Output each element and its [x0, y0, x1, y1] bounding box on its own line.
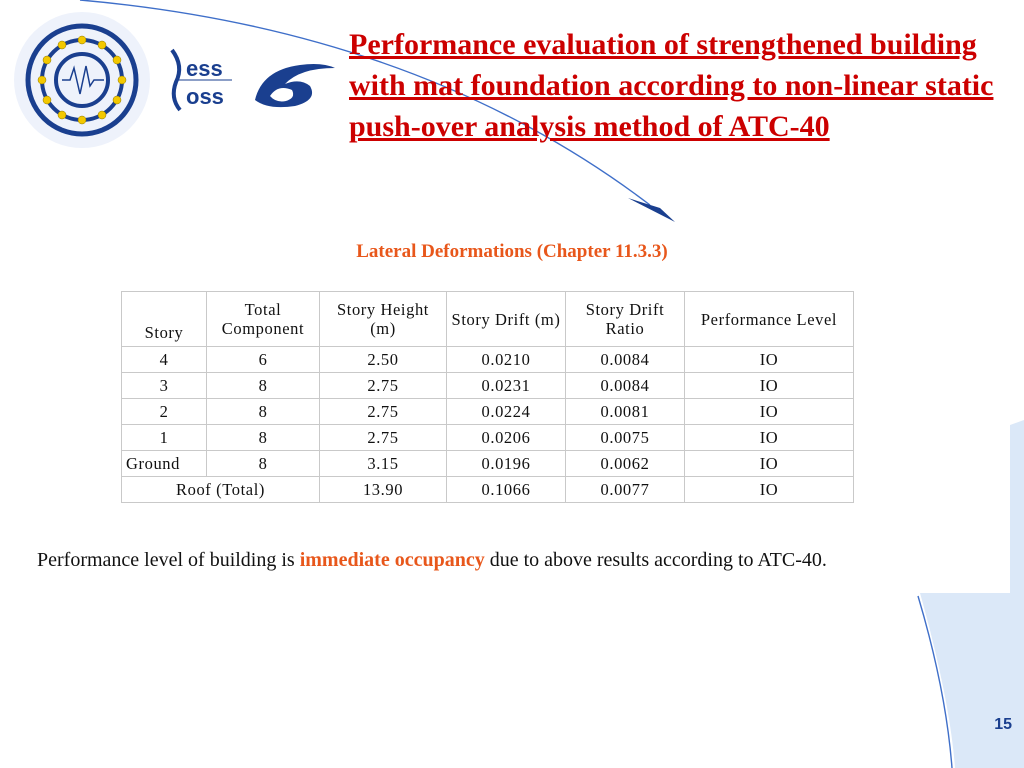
logo-text-ess: ess [186, 56, 223, 81]
cell-story-drift: 0.0196 [447, 451, 566, 477]
cell-total-label: Roof (Total) [122, 477, 320, 503]
table-row [122, 347, 854, 373]
cell-story-drift: 0.0231 [447, 373, 566, 399]
cell-drift-ratio: 0.0062 [566, 451, 685, 477]
table-header-row [122, 292, 854, 347]
arc-arrow-tip [628, 198, 675, 222]
cell-performance-level: IO [685, 477, 854, 503]
table-row [122, 373, 854, 399]
table-row [122, 425, 854, 451]
table-row [122, 399, 854, 425]
logo-text-oss: oss [186, 84, 224, 109]
slide-title: Performance evaluation of strengthened building with mat foundation according to non-linear static push-over analysis method of ATC-40 [349, 28, 994, 143]
table-row [122, 451, 854, 477]
fp6-logo [255, 64, 335, 107]
cell-story-height: 3.15 [320, 451, 447, 477]
cell-story: Ground [122, 451, 207, 477]
table-caption: Lateral Deformations (Chapter 11.3.3) [356, 241, 668, 262]
cell-drift-ratio: 0.0084 [566, 373, 685, 399]
cell-story-drift: 0.0224 [447, 399, 566, 425]
header-story-height: Story Height (m) [320, 292, 447, 347]
header-performance-level: Performance Level [685, 292, 854, 347]
cell-performance-level: IO [685, 425, 854, 451]
cell-total-component: 8 [207, 399, 320, 425]
lateral-deformations-table [121, 291, 854, 503]
header-total-component: Total Component [207, 292, 320, 347]
header-story-drift: Story Drift (m) [447, 292, 566, 347]
cell-drift-ratio: 0.0075 [566, 425, 685, 451]
cell-story-height: 2.50 [320, 347, 447, 373]
cell-total-component: 8 [207, 373, 320, 399]
page-number: 15 [994, 716, 1012, 733]
cell-drift-ratio: 0.0077 [566, 477, 685, 503]
conclusion-before: Performance level of building is [37, 549, 300, 571]
cell-story: 2 [122, 399, 207, 425]
cell-performance-level: IO [685, 451, 854, 477]
cell-total-component: 6 [207, 347, 320, 373]
cell-story-drift: 0.0206 [447, 425, 566, 451]
cell-story: 4 [122, 347, 207, 373]
cell-story-height: 2.75 [320, 373, 447, 399]
cell-story-height: 2.75 [320, 399, 447, 425]
cell-story: 3 [122, 373, 207, 399]
header-story: Story [122, 292, 207, 347]
cell-performance-level: IO [685, 373, 854, 399]
cell-drift-ratio: 0.0084 [566, 347, 685, 373]
cell-story-height: 13.90 [320, 477, 447, 503]
cell-drift-ratio: 0.0081 [566, 399, 685, 425]
cell-story-drift: 0.0210 [447, 347, 566, 373]
conclusion-after: due to above results according to ATC-40. [484, 549, 827, 571]
cell-total-component: 8 [207, 425, 320, 451]
table-total-row [122, 477, 854, 503]
cell-performance-level: IO [685, 399, 854, 425]
cell-story-drift: 0.1066 [447, 477, 566, 503]
conclusion-highlight: immediate occupancy [299, 549, 485, 571]
header-story-drift-ratio: Story Drift Ratio [566, 292, 685, 347]
cell-story-height: 2.75 [320, 425, 447, 451]
conclusion-text [37, 549, 827, 572]
cell-story: 1 [122, 425, 207, 451]
cell-performance-level: IO [685, 347, 854, 373]
cell-total-component: 8 [207, 451, 320, 477]
